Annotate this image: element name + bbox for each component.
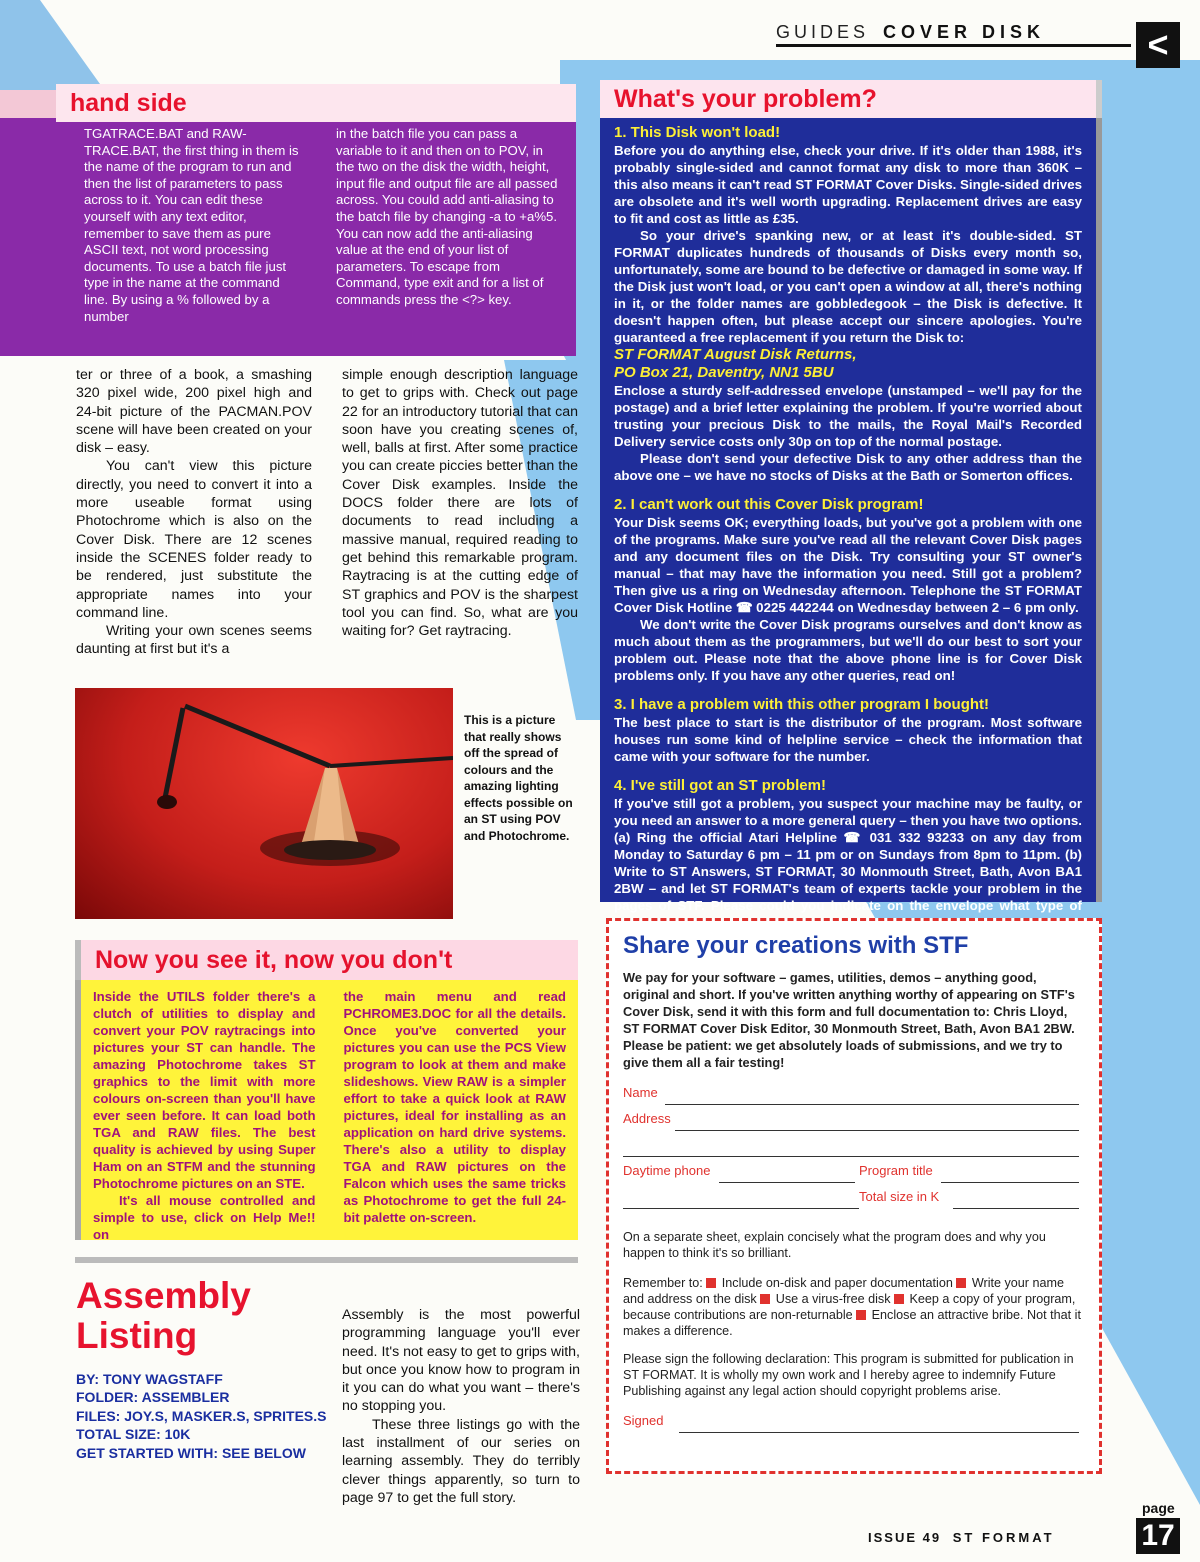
info-files: FILES: JOY.S, MASKER.S, SPRITES.S	[76, 1407, 327, 1424]
info-folder: FOLDER: ASSEMBLER	[76, 1389, 230, 1406]
hand-side-box	[0, 118, 576, 356]
paragraph: simple enough description language to get to grips with. Check out page 22 for an introductory tutorial that can soon have you creating scenes of, well, balls at first. After some practice you can create piccies better than the Cover Disk examples. Inside the DOCS folder there are lots of documents to read including a massive manual, required reading to get behind this remarkable program. Raytracing is at the cutting edge of ST graphics and POV is the sharpest tool you can find. So, what are you waiting for? Get raytracing.	[342, 367, 578, 640]
hand-side-title: hand side	[56, 84, 576, 122]
chevron-left-icon: <	[1136, 22, 1180, 68]
problem-box	[600, 118, 1102, 913]
bullet-icon	[894, 1294, 904, 1304]
brand-name: ST FORMAT	[952, 1530, 1055, 1545]
header-rule	[776, 44, 1131, 47]
bullet-icon	[956, 1278, 966, 1288]
section-heading: 3. I have a problem with this other program I bought!	[614, 696, 990, 713]
raytrace-image	[75, 688, 453, 919]
info-by: BY: TONY WAGSTAFF	[76, 1371, 223, 1387]
paragraph: Enclose a sturdy self-addressed envelope (unstamped – we'll pay for the postage) and a brief letter explaining the problem. If you're worried about trusting your precious Disk to the mails, the Royal Mail's Recorded Delivery service costs only 30p on top of the normal postage.	[614, 383, 1082, 449]
bullet-icon	[856, 1310, 866, 1320]
total-size-field[interactable]	[623, 1189, 1085, 1215]
name-field[interactable]	[623, 1085, 1085, 1111]
hand-side-col-1: TGATRACE.BAT and RAW-TRACE.BAT, the first thing in them is the name of the program to run and then the list of parameters to pass across to it. You can edit these yourself with any text editor, remember to save them as pure ASCII text, not word processing documents. To use a batch file just type in the name at the command line. By using a % followed by a number	[84, 126, 299, 324]
form-title: Share your creations with STF	[623, 932, 969, 959]
section-heading: 4. I've still got an ST problem!	[614, 777, 826, 794]
footer	[868, 1530, 1055, 1545]
address-field[interactable]	[623, 1111, 1085, 1137]
section-heading: 2. I can't work out this Cover Disk program!	[614, 496, 924, 513]
field-label: Total size in K	[859, 1189, 940, 1204]
bullet-icon	[760, 1294, 770, 1304]
article-col-1	[76, 366, 312, 659]
now-you-see-body	[75, 980, 578, 1240]
form-intro: We pay for your software – games, utilities, demos – anything good, original and short. If you've written anything worthy of appearing on STF's Cover Disk, send it with this form and full documentation to: Chris Lloyd, ST FORMAT Cover Disk Editor, 30 Monmouth Street, Bath, Avon BA1 2BW. Please be patient: we get absolutely loads of submissions, and we try to give them all a fair testing!	[623, 970, 1075, 1070]
paragraph: Before you do anything else, check your drive. If it's older than 1988, it's probably single-sided and cannot format any disk to more than 360K – this also means it can't read ST FORMAT Cover Disks. Single-sided drives are obsolete and it's well worth upgrading. Replacement drives are easy to fit and cost as little as £35.	[614, 143, 1082, 226]
paragraph: The best place to start is the distributor of the program. Most software houses run some kind of helpline service – check the information that came with your software for the number.	[614, 715, 1082, 764]
checklist-item: Include on-disk and paper documentation	[721, 1276, 953, 1290]
assembly-title	[76, 1276, 251, 1356]
assembly-body	[342, 1306, 580, 1507]
header-cover-disk: COVER DISK	[883, 21, 1046, 42]
return-address	[614, 346, 1082, 382]
paragraph: Your Disk seems OK; everything loads, but you've got a problem with one of the programs. Make sure you've read all the relevant Cover Disk pages and any document files on the Disk. Try consulting your ST owner's manual – that may have the information you need. Still got a problem? Then give us a ring on Wednesday afternoon. Telephone the ST FORMAT Cover Disk Hotline ☎ 0225 442244 on Wednesday between 2 – 6 pm only.	[614, 515, 1082, 615]
image-caption: This is a picture that really shows off the spread of colours and the amazing lighting effects possible on an ST using POV and Photochrome.	[464, 713, 573, 843]
assembly-info	[76, 1370, 336, 1462]
form-explain: On a separate sheet, explain concisely what the program does and why you happen to think it's so brilliant.	[623, 1230, 1046, 1260]
now-you-see-col-2	[344, 988, 567, 1240]
paragraph: You can't view this picture directly, you need to convert it into a more useable format using Photochrome which is also on the Cover Disk. There are 12 scenes inside the SCENES folder ready to be rendered, just substitute the appropriate names into your command line.	[76, 458, 312, 621]
field-label: Program title	[859, 1163, 933, 1178]
paragraph: the main menu and read PCHROME3.DOC for all the details. Once you've converted your pictures you can use the PCS View program to look at them and make slideshows. View RAW is a simpler effort to take a quick look at RAW pictures, ideal for installing as an application on hard drive systems. There's also a utility to display TGA and RAW pictures on the Falcon which uses the same tricks as Photochrome to get the full 24-bit palette on-screen.	[343, 989, 566, 1225]
paragraph: We don't write the Cover Disk programs ourselves and don't know as much about them as the programmers, but we'll do our best to sort your problem out. Please note that the above phone line is for Cover Disk problems only. If you have any other queries, read on!	[614, 617, 1082, 683]
paragraph: ter or three of a book, a smashing 320 pixel wide, 200 pixel high and 24-bit picture of the PACMAN.POV scene will have been created on your disk – easy.	[76, 367, 312, 457]
now-you-see-title: Now you see it, now you don't	[75, 940, 578, 980]
now-you-see-col-1	[93, 988, 316, 1240]
paragraph: Please don't send your defective Disk to any other address than the above one – we have no stocks of Disks at the Bath or Somerton offices.	[614, 451, 1082, 483]
field-label: Name	[623, 1085, 658, 1100]
submission-form	[606, 918, 1102, 1474]
form-declaration: Please sign the following declaration: This program is submitted for publication in ST FORMAT. It is wholly my own work and I hereby agree to indemnify Future Publishing against any legal action should copyright problems arise.	[623, 1352, 1074, 1398]
raytrace-illustration	[75, 688, 453, 919]
paragraph: Assembly is the most powerful programming language you'll ever need. It's not easy to get to grips with, but once you know how to program in it you can do what you want – there's no stopping you.	[342, 1307, 580, 1415]
info-total-size: TOTAL SIZE: 10K	[76, 1426, 191, 1443]
section-header	[776, 20, 1131, 44]
paragraph: Inside the UTILS folder there's a clutch of utilities to display and convert your POV raytracings into pictures your ST can handle. The amazing Photochrome takes ST graphics to the limit with more colours on-screen than you'll have ever seen before. It can load both TGA and RAW files. The best quality is achieved by using Super Ham on an STFM and the stunning Photochrome pictures on an STE.	[93, 989, 316, 1191]
phone-and-title-fields[interactable]	[623, 1163, 1085, 1189]
divider	[75, 1257, 578, 1263]
form-checklist	[623, 1275, 1085, 1339]
paragraph: It's all mouse controlled and simple to use, click on Help Me!! on	[93, 1193, 316, 1242]
checklist-item: Write your name and address on the disk	[623, 1276, 1064, 1306]
info-get-started: GET STARTED WITH: SEE BELOW	[76, 1444, 306, 1461]
checklist-item: Use a virus-free disk	[775, 1292, 891, 1306]
article-col-2	[342, 366, 578, 640]
paragraph: These three listings go with the last installment of our series on learning assembly. They do terribly clever things apparently, so turn to page 97 to get the full story.	[342, 1416, 580, 1506]
address-line: PO Box 21, Daventry, NN1 5BU	[614, 364, 834, 381]
checklist-lead: Remember to:	[623, 1276, 703, 1290]
field-label: Daytime phone	[623, 1163, 711, 1178]
field-label: Address	[623, 1111, 671, 1126]
page-label: page	[1142, 1500, 1175, 1516]
paragraph: Writing your own scenes seems daunting at first but it's a	[76, 623, 312, 658]
assembly-title-line: Assembly	[76, 1275, 251, 1316]
checklist-item: Enclose an attractive bribe. Not that it makes a difference.	[623, 1308, 1081, 1338]
checklist-item: Keep a copy of your program, because contributions are non-returnable	[623, 1292, 1076, 1322]
signature-field[interactable]	[623, 1413, 1085, 1439]
assembly-title-line: Listing	[76, 1315, 198, 1356]
page-number: 17	[1136, 1518, 1180, 1554]
section-heading: 1. This Disk won't load!	[614, 124, 781, 141]
paragraph: So your drive's spanking new, or at least it's double-sided. ST FORMAT duplicates hundreds of thousands of Disks every month so, unfortunately, some are bound to be defective or damaged in some way. If the Disk just won't load, or you can't open a window at all, there's nothing in it, or the folder names are gobbledegook – the Disk is defective. It doesn't happen often, but please accept our sincere apologies. You're guaranteed a free replacement if you return the Disk to:	[614, 228, 1082, 345]
problem-title: What's your problem?	[600, 80, 1102, 118]
address-field-line-2[interactable]	[623, 1137, 1085, 1163]
now-you-see-box	[75, 940, 578, 1245]
hand-side-col-2: in the batch file you can pass a variable to it and then on to POV, in the two on the disk the width, height, input file and output file are all passed across. You could add anti-aliasing to the batch file by changing -a to +a%5. You can now add the anti-aliasing value at the end of your list of parameters. To escape from Command, type exit and for a list of commands press the <?> key.	[336, 126, 558, 307]
paragraph: If you've still got a problem, you suspect your machine may be faulty, or you need an answer to a more general query – then you have two options. (a) Ring the official Atari Helpline ☎ 031 332 93233 on any day from Monday to Saturday 6 pm – 11 pm or on Sundays from 8pm to 11pm. (b) Write to ST Answers, ST FORMAT, 30 Monmouth Street, Bath, Avon BA1 2BW – and let ST FORMAT's team of experts tackle your problem in the pages of STF. Please could you indicate on the envelope what type of	[614, 796, 1082, 913]
issue-number: ISSUE 49	[868, 1530, 942, 1545]
header-guides: GUIDES	[776, 21, 870, 42]
field-label: Signed	[623, 1413, 664, 1428]
bullet-icon	[706, 1278, 716, 1288]
address-line: ST FORMAT August Disk Returns,	[614, 346, 857, 363]
